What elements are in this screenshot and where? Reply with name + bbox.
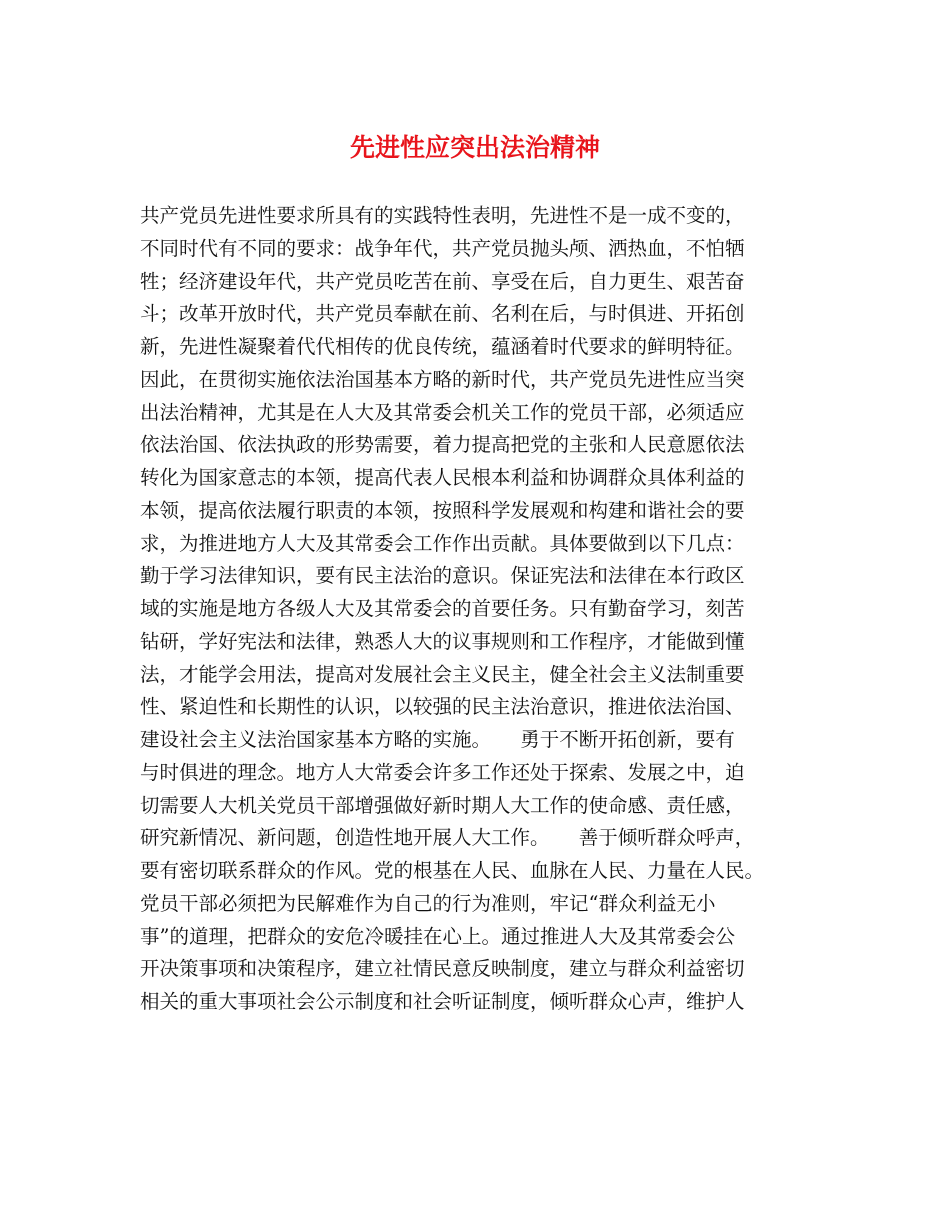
body-line: 建设社会主义法治国家基本方略的实施。 勇于不断开拓创新，要有	[140, 728, 735, 751]
body-line: 新，先进性凝聚着代代相传的优良传统，蕴涵着时代要求的鲜明特征。	[140, 335, 745, 358]
body-line: 域的实施是地方各级人大及其常委会的首要任务。只有勤奋学习，刻苦	[140, 597, 745, 620]
body-line: 法，才能学会用法，提高对发展社会主义民主，健全社会主义法制重要	[140, 662, 745, 686]
body-line: 与时俱进的理念。地方人大常委会许多工作还处于探索、发展之中，迫	[140, 760, 745, 784]
body-line: 研究新情况、新问题，创造性地开展人大工作。 善于倾听群众呼声，	[140, 826, 755, 850]
document-body	[140, 200, 820, 1019]
body-line: 切需要人大机关党员干部增强做好新时期人大工作的使命感、责任感，	[140, 793, 745, 817]
body-line: 本领，提高依法履行职责的本领，按照科学发展观和构建和谐社会的要	[140, 498, 745, 522]
body-line: 转化为国家意志的本领，提高代表人民根本利益和协调群众具体利益的	[140, 466, 745, 489]
body-line: 性、紧迫性和长期性的认识，以较强的民主法治意识，推进依法治国、	[140, 695, 745, 719]
body-line: 党员干部必须把为民解难作为自己的行为准则，牢记“群众利益无小	[140, 891, 716, 915]
body-line: 勤于学习法律知识，要有民主法治的意识。保证宪法和法律在本行政区	[140, 564, 745, 588]
body-line: 斗；改革开放时代，共产党员奉献在前、名利在后，与时俱进、开拓创	[140, 302, 745, 326]
body-line: 求，为推进地方人大及其常委会工作作出贡献。具体要做到以下几点：	[140, 531, 745, 555]
document-title: 先进性应突出法治精神	[349, 133, 600, 162]
body-line: 出法治精神，尤其是在人大及其常委会机关工作的党员干部，必须适应	[140, 400, 745, 424]
body-line: 不同时代有不同的要求：战争年代，共产党员抛头颅、洒热血，不怕牺	[140, 236, 745, 260]
body-line: 事”的道理，把群众的安危冷暖挂在心上。通过推进人大及其常委会公	[140, 924, 735, 948]
body-line: 依法治国、依法执政的形势需要，着力提高把党的主张和人民意愿依法	[140, 433, 745, 457]
body-line: 相关的重大事项社会公示制度和社会听证制度，倾听群众心声，维护人	[140, 990, 745, 1013]
body-line: 因此，在贯彻实施依法治国基本方略的新时代，共产党员先进性应当突	[140, 367, 745, 391]
body-line: 共产党员先进性要求所具有的实践特性表明，先进性不是一成不变的，	[140, 204, 745, 227]
body-line: 钻研，学好宪法和法律，熟悉人大的议事规则和工作程序，才能做到懂	[140, 629, 745, 653]
body-line: 牲；经济建设年代，共产党员吃苦在前、享受在后，自力更生、艰苦奋	[140, 269, 745, 293]
body-line: 开决策事项和决策程序，建立社情民意反映制度，建立与群众利益密切	[140, 957, 745, 981]
body-line: 要有密切联系群众的作风。党的根基在人民、血脉在人民、力量在人民。	[140, 859, 765, 882]
